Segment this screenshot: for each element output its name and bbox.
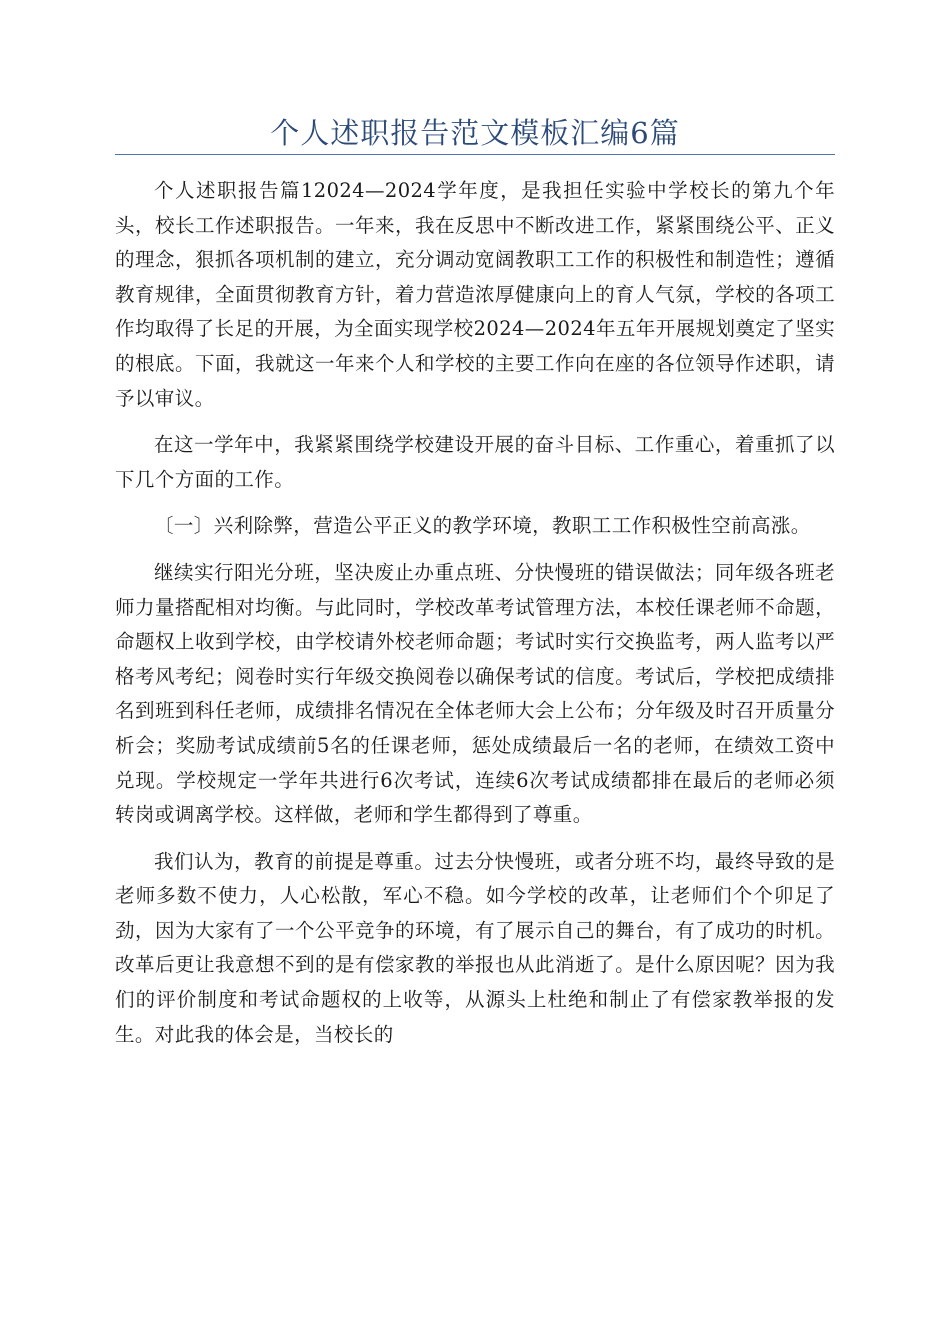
paragraph-focus: 在这一学年中，我紧紧围绕学校建设开展的奋斗目标、工作重心，着重抓了以下几个方面的工作。: [115, 433, 835, 491]
title-underline: [115, 154, 835, 155]
document-body: [115, 174, 835, 1064]
paragraph-intro: 个人述职报告篇12024—2024学年度，是我担任实验中学校长的第九个年头，校长工作述职报告。一年来，我在反思中不断改进工作，紧紧围绕公平、正义的理念，狠抓各项机制的建立，充分调动宽阔教职工工作的积极性和制造性；遵循教育规律，全面贯彻教育方针，着力营造浓厚健康向上的育人气氛，学校的各项工作均取得了长足的开展，为全面实现学校2024—2024年五年开展规划奠定了坚实的根底。下面，我就这一年来个人和学校的主要工作向在座的各位领导作述职，请予以审议。: [115, 179, 835, 410]
paragraph-section-heading: 〔一〕兴利除弊，营造公平正义的教学环境，教职工工作积极性空前高涨。: [154, 514, 811, 538]
paragraph-exam-reform: 继续实行阳光分班，坚决废止办重点班、分快慢班的错误做法；同年级各班老师力量搭配相对均衡。与此同时，学校改革考试管理方法，本校任课老师不命题，命题权上收到学校，由学校请外校老师命题；考试时实行交换监考，两人监考以严格考风考纪；阅卷时实行年级交换阅卷以确保考试的信度。考试后，学校把成绩排名到班到科任老师，成绩排名情况在全体老师大会上公布；分年级及时召开质量分析会；奖励考试成绩前5名的任课老师，惩处成绩最后一名的老师，在绩效工资中兑现。学校规定一学年共进行6次考试，连续6次考试成绩都排在最后的老师必须转岗或调离学校。这样做，老师和学生都得到了尊重。: [115, 560, 835, 827]
paragraph-respect: 我们认为，教育的前提是尊重。过去分快慢班，或者分班不均，最终导致的是老师多数不使力，人心松散，军心不稳。如今学校的改革，让老师们个个卯足了劲，因为大家有了一个公平竞争的环境，有了展示自己的舞台，有了成功的时机。改革后更让我意想不到的是有偿家教的举报也从此消逝了。是什么原因呢？因为我们的评价制度和考试命题权的上收等，从源头上杜绝和制止了有偿家教举报的发生。对此我的体会是，当校长的: [115, 849, 835, 1046]
document-title: 个人述职报告范文模板汇编6篇: [270, 116, 680, 150]
